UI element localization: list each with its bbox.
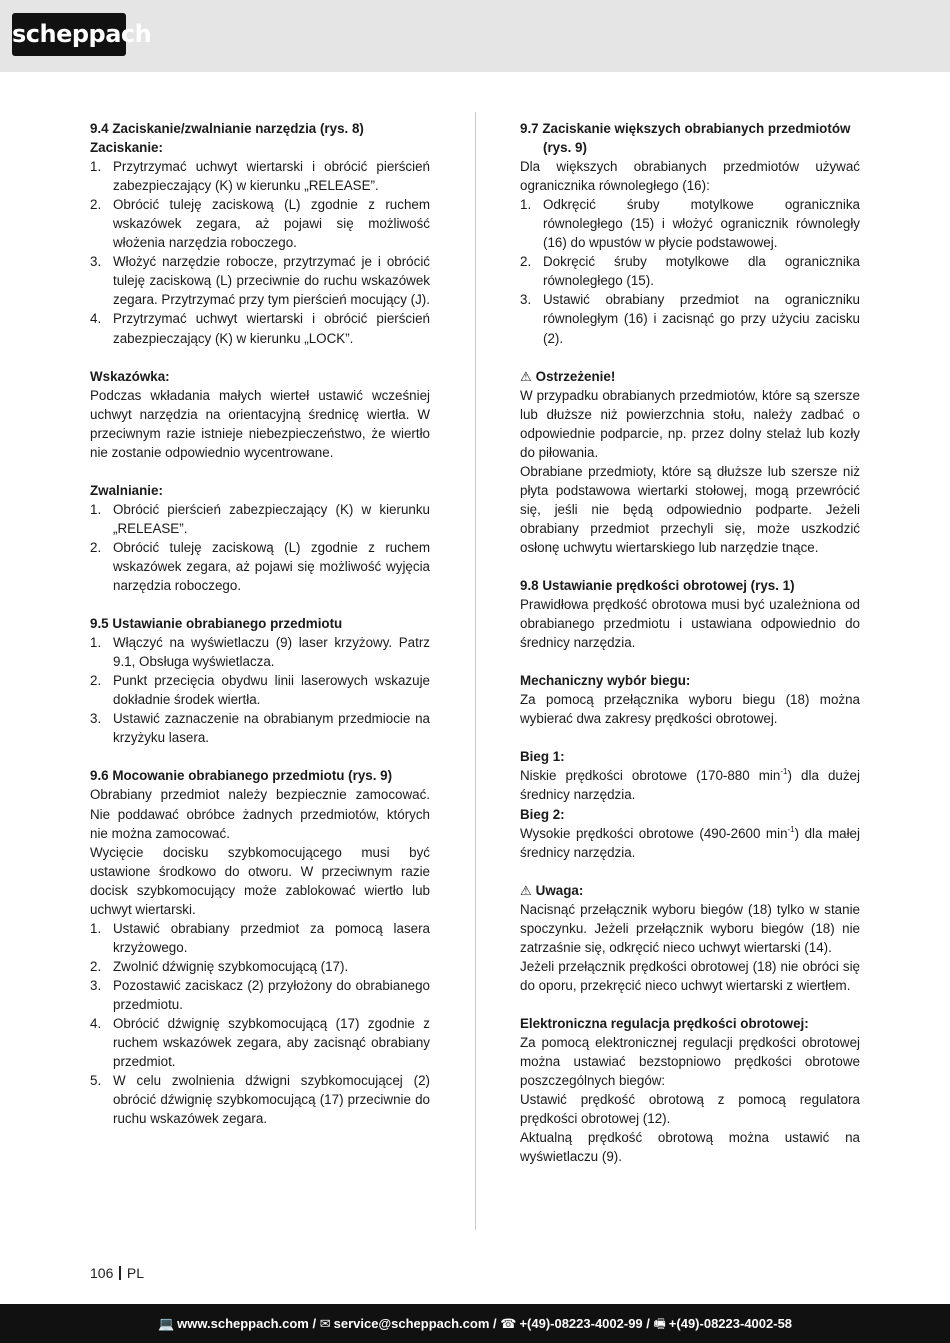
paragraph: W przypadku obrabianych przedmiotów, które są szersze lub dłuższe niż powierzchnia stołu, należy zadbać o odpowiednie podparcie, np. przez dolny stelaż lub kozły do piłowania. [520,387,860,460]
list-item: 1. Ustawić obrabiany przedmiot za pomocą lasera krzyżowego. [90,920,430,955]
fax-number: +(49)-08223-4002-58 [668,1316,793,1331]
paragraph: Obrabiane przedmioty, które są dłuższe lub szersze niż płyta podstawowa wiertarki stołowej, mogą przewrócić się, jeśli nie będą odpowiednio podparte. Jeżeli obrabiany przedmiot przechyli się, może uszkodzić osłonę uchwytu wiertarskiego lub narzędzie tnące. [520,463,860,555]
list-item: 3. Pozostawić zaciskacz (2) przyłożony do obrabianego przedmiotu. [90,977,430,1012]
list-item: 2. Obrócić tuleję zaciskową (L) zgodnie z ruchem wskazówek zegara, aż pojawi się możliwość wyjęcia narzędzia roboczego. [90,539,430,594]
release-title: Zwalnianie: [90,482,163,498]
phone-number: +(49)-08223-4002-99 [519,1316,643,1331]
website-link[interactable]: www.scheppach.com [177,1316,309,1331]
paragraph: Dla większych obrabianych przedmiotów używać ogranicznika równoległego (16): [520,159,860,194]
warning-heading: ⚠ Ostrzeżenie! [520,367,860,386]
page-header [0,0,950,72]
release-list [90,500,430,595]
email-link[interactable]: service@scheppach.com [333,1316,490,1331]
computer-icon: 💻 [157,1316,175,1331]
list-item: 1. Odkręcić śruby motylkowe ogranicznika równoległego (15) i włożyć ogranicznik równoległy (16) do wpustów w płycie podstawowej. [520,197,860,251]
paragraph: Aktualną prędkość obrotową można ustawić na wyświetlaczu (9). [520,1130,860,1165]
gear-1-title: Bieg 1: [520,749,565,765]
list-item: 5. W celu zwolnienia dźwigni szybkomocującej (2) obrócić dźwignię szybkomocującą (17) przeciwnie do ruchu wskazówek zegara. [90,1073,430,1127]
clamping-list [90,157,430,347]
list-item: 4. Obrócić dźwignię szybkomocującą (17) zgodnie z ruchem wskazówek zegara, aby zacisnąć obrabiany przedmiot. [90,1016,430,1070]
paragraph: Za pomocą elektronicznej regulacji prędkości obrotowej można ustawiać bezstopniowo prędkości obrotowe poszczególnych biegów: [520,1034,860,1089]
caution-heading: ⚠ Uwaga: [520,881,860,900]
paragraph: Ustawić prędkość obrotową z pomocą regulatora prędkości obrotowej (12). [520,1092,860,1127]
fax-icon: 🖷 [653,1316,666,1331]
list-item: 4. Przytrzymać uchwyt wiertarski i obrócić pierścień zabezpieczający (K) w kierunku „LOCK”. [90,311,430,346]
gear-1-text: Niskie prędkości obrotowe (170-880 $\min^{-1}$) dla dużej średnicy narzędzia. [520,767,860,803]
list-item: 1. Przytrzymać uchwyt wiertarski i obrócić pierścień zabezpieczający (K) w kierunku „RELEASE”. [90,159,430,194]
list-item: 2. Zwolnić dźwignię szybkomocującą (17). [90,958,349,974]
mechanical-gear-title: Mechaniczny wybór biegu: [520,673,691,689]
paragraph: Wycięcie docisku szybkomocującego musi być ustawione środkowo do otworu. W przeciwnym razie docisk szybkomocujący może zablokować wiertło lub uchwyt wiertarski. [90,844,430,917]
list-item: 2. Obrócić tuleję zaciskową (L) zgodnie z ruchem wskazówek zegara, aż pojawi się możliwość włożenia narzędzia roboczego. [90,197,430,251]
phone-icon: ☎ [500,1316,517,1331]
page-footer: 💻 www.scheppach.com / ✉ service@scheppach.com / ☎ +(49)-08223-4002-99 / 🖷 +(49)-08223-4002-58 [0,1304,950,1343]
positioning-list [90,633,430,747]
electronic-speed-title: Elektroniczna regulacja prędkości obrotowej: [520,1015,809,1031]
list-item: 3. Ustawić obrabiany przedmiot na ograniczniku równoległym (16) i zacisnąć go przy użyciu zacisku (2). [520,292,860,346]
section-9-7-title: 9.7 Zaciskanie większych obrabianych przedmiotów (rys. 9) [520,121,851,156]
warning-triangle-icon: ⚠ [520,368,532,384]
list-item: 1. Włączyć na wyświetlaczu (9) laser krzyżowy. Patrz 9.1, Obsługa wyświetlacza. [90,635,430,670]
paragraph: Prawidłowa prędkość obrotowa musi być uzależniona od obrabianego przedmiotu i ustawiana odpowiednio do średnicy narzędzia. [520,597,860,651]
scheppach-logo: scheppach [12,13,126,56]
section-9-6-title: 9.6 Mocowanie obrabianego przedmiotu (rys. 9) [90,768,393,784]
list-item: 2. Dokręcić śruby motylkowe dla ogranicznika równoległego (15). [520,254,860,289]
list-item: 3. Włożyć narzędzie robocze, przytrzymać je i obrócić tuleję zaciskową (L) przeciwnie do ruchu wskazówek zegara. Przytrzymać przy tym pierścień mocujący (J). [90,254,430,308]
gear-2-title: Bieg 2: [520,806,565,822]
paragraph: Nacisnąć przełącznik wyboru biegów (18) tylko w stanie spoczynku. Jeżeli przełącznik wyboru biegów (18) nie zatrzaśnie się, odkręcić nieco uchwyt wiertarski (14). [520,901,860,955]
left-column [90,119,430,1128]
section-9-5-title: 9.5 Ustawianie obrabianego przedmiotu [90,616,343,632]
warning-triangle-icon: ⚠ [520,882,532,898]
large-workpiece-list [520,195,860,347]
mounting-list [90,919,430,1129]
hint-title: Wskazówka: [90,368,170,384]
email-icon: ✉ [319,1316,331,1331]
paragraph: Obrabiany przedmiot należy bezpiecznie zamocować. Nie poddawać obróbce żadnych przedmiotów, których nie można zamocować. [90,787,430,841]
section-9-8-title: 9.8 Ustawianie prędkości obrotowej (rys. 1) [520,578,795,594]
list-item: 2. Punkt przecięcia obydwu linii laserowych wskazuje dokładnie środek wiertła. [90,673,430,708]
gear-2-text: Wysokie prędkości obrotowe (490-2600 $\min^{-1}$) dla małej średnicy narzędzia. [520,824,860,860]
paragraph: Jeżeli przełącznik prędkości obrotowej (18) nie obróci się do oporu, przekręcić nieco uchwyt wiertarski z wiertłem. [520,958,860,993]
right-column [520,119,860,1166]
list-item: 1. Obrócić pierścień zabezpieczający (K) w kierunku „RELEASE”. [90,501,430,536]
list-item: 3. Ustawić zaznaczenie na obrabianym przedmiocie na krzyżyku lasera. [90,711,430,746]
page-number: 106 PL [90,1265,144,1281]
column-divider [475,112,476,1230]
clamping-subtitle: Zaciskanie: [90,140,163,156]
paragraph: Za pomocą przełącznika wyboru biegu (18) można wybierać dwa zakresy prędkości obrotowej. [520,692,860,727]
section-9-4-title: 9.4 Zaciskanie/zwalnianie narzędzia (rys. 8) [90,121,364,136]
hint-text: Podczas wkładania małych wierteł ustawić wcześniej uchwyt narzędzia na orientacyjną średnicę wiertła. W przeciwnym razie istnieje niebezpieczeństwo, że wiertło nie zostanie odpowiednio wycentrowane. [90,387,430,460]
